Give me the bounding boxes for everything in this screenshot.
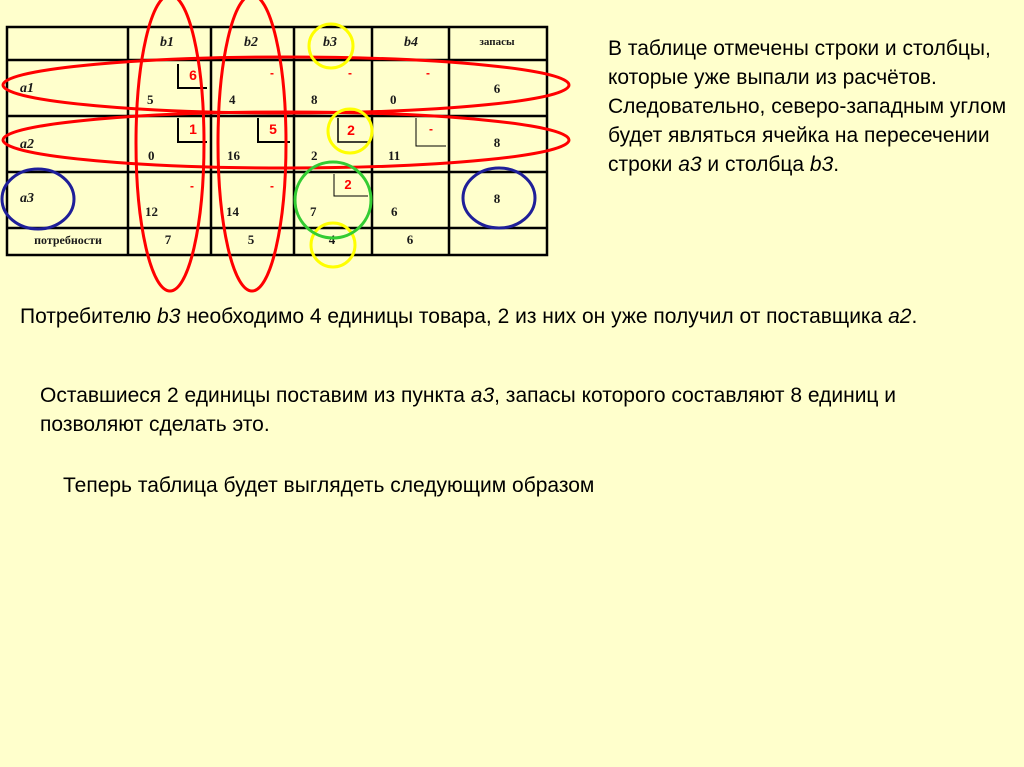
demand-paragraph: Потребителю b3 необходимо 4 единицы товара, 2 из них он уже получил от поставщика а2. — [20, 305, 918, 328]
cost-a1-b4: 0 — [390, 92, 397, 107]
green-circle-a3-b3 — [295, 162, 371, 238]
supply-paragraph: Оставшиеся 2 единицы поставим из пункта а3, запасы которого составляют 8 единиц и позволяют сделать это. — [40, 384, 897, 436]
alloc-a2-b4: - — [429, 122, 433, 136]
alloc-a2-b1: 1 — [189, 121, 197, 137]
header-stock: запасы — [479, 36, 515, 48]
transport-table — [0, 0, 560, 280]
row-label-a3: a3 — [20, 191, 34, 206]
demand-b2: 5 — [247, 232, 255, 247]
stock-a1: 6 — [493, 81, 501, 96]
stock-a3: 8 — [493, 191, 501, 206]
cost-a2-b4: 11 — [388, 148, 401, 163]
demand-b1: 7 — [164, 232, 172, 247]
cost-a2-b2: 16 — [227, 148, 240, 163]
cost-a2-b1: 0 — [148, 148, 155, 163]
row-label-a2: a2 — [20, 137, 34, 152]
cost-a3-b3: 7 — [310, 204, 317, 219]
cost-a3-b2: 14 — [226, 204, 239, 219]
explanation-paragraph: В таблице отмечены строки и столбцы, которые уже выпали из расчётов. Следовательно, северо-западным углом будет являться ячейка на пересечении строки а3 и столбца b3. — [608, 37, 1007, 176]
header-b1: b1 — [160, 35, 174, 50]
alloc-a2-b2: 5 — [269, 121, 277, 137]
alloc-a1-b2: - — [270, 66, 274, 80]
alloc-a3-b3: 2 — [344, 177, 352, 192]
blue-circle-a3 — [2, 169, 74, 229]
cost-a3-b1: 12 — [145, 204, 158, 219]
cost-a1-b1: 5 — [147, 92, 154, 107]
alloc-a3-b1: - — [190, 179, 194, 193]
alloc-a3-b2: - — [270, 179, 274, 193]
alloc-a1-b1: 6 — [189, 67, 197, 83]
alloc-a1-b3: - — [348, 66, 352, 80]
cost-a1-b2: 4 — [229, 92, 236, 107]
row-label-a1: a1 — [20, 81, 34, 96]
demand-b4: 6 — [406, 232, 414, 247]
cost-a1-b3: 8 — [311, 92, 318, 107]
header-b3: b3 — [323, 35, 337, 50]
alloc-a1-b4: - — [426, 66, 430, 80]
demand-label: потребности — [34, 233, 102, 247]
alloc-a2-b3: 2 — [347, 122, 355, 138]
cost-a3-b4: 6 — [391, 204, 398, 219]
header-b2: b2 — [244, 35, 258, 50]
header-b4: b4 — [404, 35, 418, 50]
stock-a2: 8 — [493, 135, 501, 150]
cost-a2-b3: 2 — [311, 148, 318, 163]
conclusion-paragraph: Теперь таблица будет выглядеть следующим образом — [63, 474, 595, 497]
demand-b3: 4 — [328, 232, 336, 247]
